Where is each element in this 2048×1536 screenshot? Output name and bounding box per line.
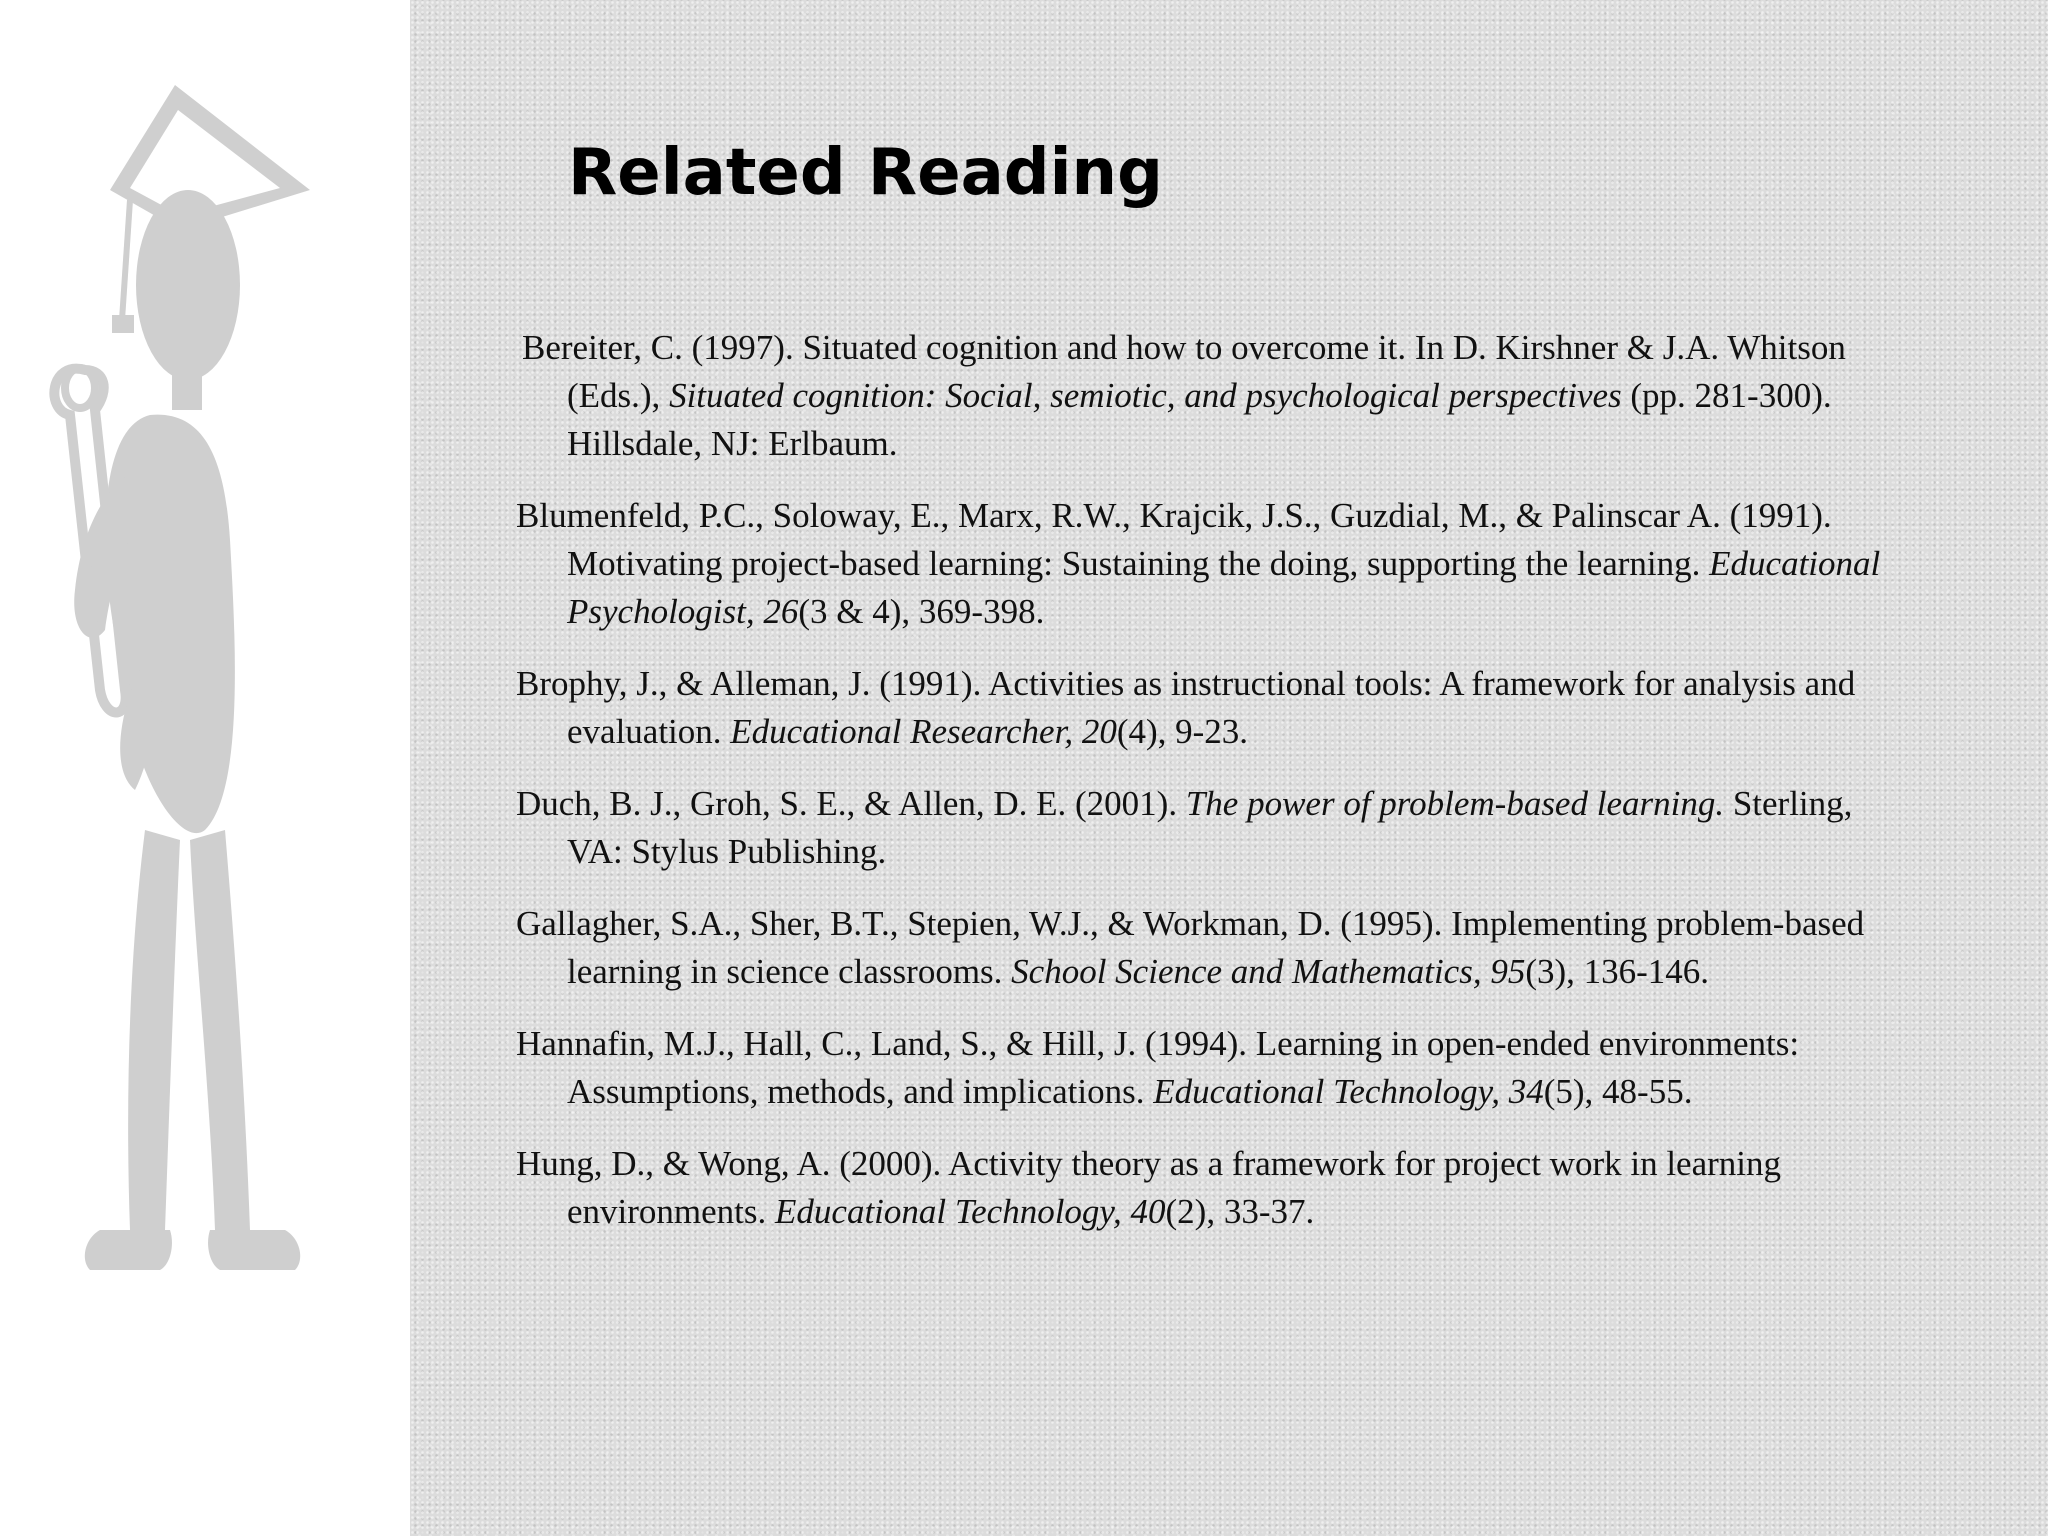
reference-list [516, 324, 1916, 1260]
reference-text-tail: (3), 136-146. [1525, 952, 1710, 991]
reference-source-title: Educational Technology, 34 [1153, 1072, 1544, 1111]
reference-item [516, 780, 1916, 876]
reference-text: Hannafin, M.J., Hall, C., Land, S., & Hill, J. (1994). Learning in open-ended environments: Assumptions, methods, and implications. [516, 1024, 1800, 1111]
reference-item [516, 1140, 1916, 1236]
reference-text: Gallagher, S.A., Sher, B.T., Stepien, W.J., & Workman, D. (1995). Implementing problem-based learning in science classrooms. [516, 904, 1865, 991]
reference-text-tail: (4), 9-23. [1116, 712, 1249, 751]
reference-text: Blumenfeld, P.C., Soloway, E., Marx, R.W., Krajcik, J.S., Guzdial, M., & Palinscar A. (1991). Motivating project-based learning: Sustaining the doing, supporting the learning. [516, 496, 1832, 583]
graduate-figure-icon [30, 70, 370, 1370]
reference-item [516, 324, 1916, 468]
reference-source-title: Educational Psychologist, 26 [567, 544, 1881, 631]
reference-source-title: The power of problem-based learning. [1185, 784, 1725, 823]
reference-source-title: Educational Researcher, 20 [730, 712, 1117, 751]
reference-source-title: Situated cognition: Social, semiotic, and psychological perspectives [669, 376, 1622, 415]
reference-text-tail: (2), 33-37. [1165, 1192, 1315, 1231]
reference-text-tail: (3 & 4), 369-398. [798, 592, 1045, 631]
reference-item [516, 660, 1916, 756]
reference-item [516, 492, 1916, 636]
slide-title: Related Reading [568, 136, 1163, 210]
reference-text: Duch, B. J., Groh, S. E., & Allen, D. E. (2001). [516, 784, 1186, 823]
reference-source-title: Educational Technology, 40 [775, 1192, 1166, 1231]
left-sidebar [0, 0, 410, 1536]
reference-item [516, 900, 1916, 996]
reference-text: Hung, D., & Wong, A. (2000). Activity theory as a framework for project work in learning environments. [516, 1144, 1782, 1231]
reference-item [516, 1020, 1916, 1116]
reference-source-title: School Science and Mathematics, 95 [1011, 952, 1526, 991]
reference-text-tail: (pp. 281-300). Hillsdale, NJ: Erlbaum. [567, 376, 1832, 463]
reference-text: Brophy, J., & Alleman, J. (1991). Activities as instructional tools: A framework for analysis and evaluation. [516, 664, 1856, 751]
reference-text: Bereiter, C. (1997). Situated cognition and how to overcome it. In D. Kirshner & J.A. Whitson (Eds.), [522, 328, 1846, 415]
reference-text-tail: Sterling, VA: Stylus Publishing. [567, 784, 1853, 871]
reference-text-tail: (5), 48-55. [1543, 1072, 1693, 1111]
